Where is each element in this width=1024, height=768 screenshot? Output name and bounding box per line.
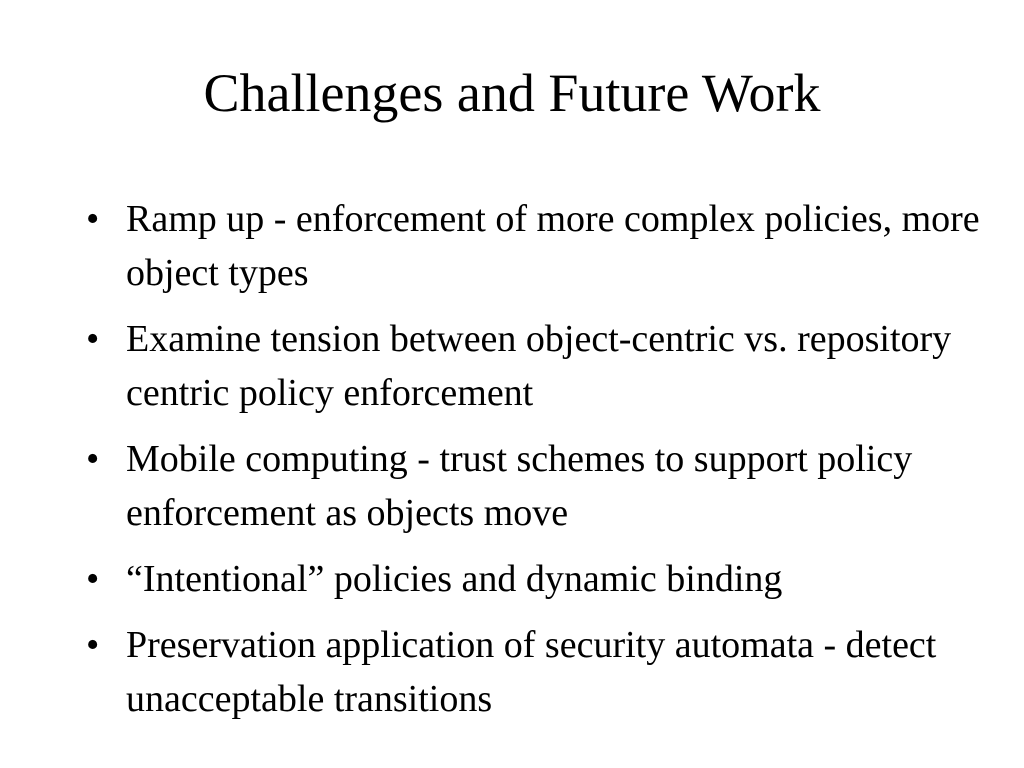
bullet-dot-icon: •	[86, 318, 100, 360]
bullet-text: Ramp up - enforcement of more complex policies, more object types	[126, 198, 980, 294]
bullet-list	[86, 192, 986, 738]
bullet-dot-icon: •	[86, 198, 100, 240]
bullet-item-intentional-policies	[86, 552, 986, 606]
bullet-text: “Intentional” policies and dynamic binding	[126, 558, 783, 600]
bullet-dot-icon: •	[86, 558, 100, 600]
bullet-dot-icon: •	[86, 624, 100, 666]
bullet-item-ramp-up	[86, 192, 986, 300]
bullet-item-preservation	[86, 618, 986, 726]
bullet-item-mobile-computing	[86, 432, 986, 540]
bullet-item-examine-tension	[86, 312, 986, 420]
bullet-text: Mobile computing - trust schemes to support policy enforcement as objects move	[126, 438, 913, 534]
slide-title: Challenges and Future Work	[203, 63, 821, 123]
bullet-text: Preservation application of security automata - detect unacceptable transitions	[126, 624, 937, 720]
bullet-text: Examine tension between object-centric vs. repository centric policy enforcement	[126, 318, 952, 414]
bullet-dot-icon: •	[86, 438, 100, 480]
